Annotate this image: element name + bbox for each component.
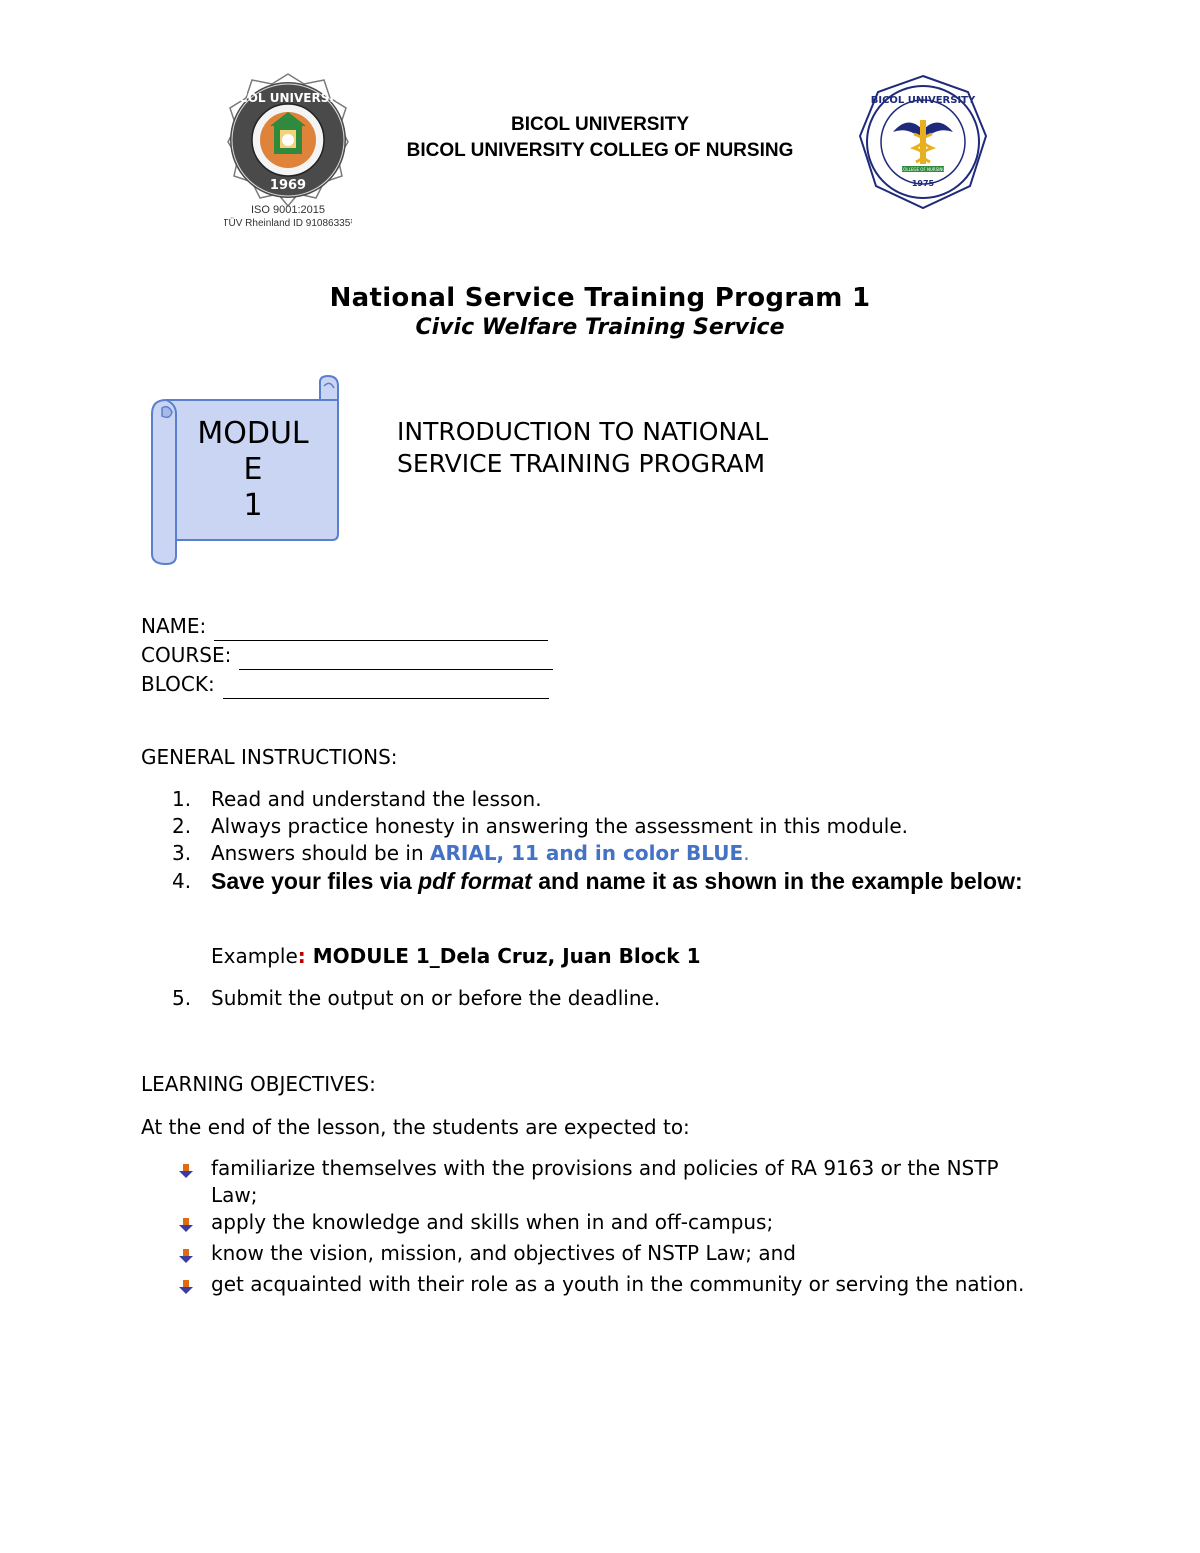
instruction-text: Always practice honesty in answering the assessment in this module.	[211, 814, 908, 838]
student-info-fields	[141, 612, 553, 699]
instruction-text: Submit the output on or before the deadline.	[211, 986, 661, 1010]
objective-item-3	[178, 1240, 1038, 1271]
objective-text: apply the knowledge and skills when in and off-campus;	[211, 1210, 774, 1234]
module-title-line1: INTRODUCTION TO NATIONAL	[397, 417, 769, 446]
arrow-down-bullet-icon	[178, 1209, 211, 1240]
instruction-item-2	[172, 813, 1052, 840]
instruction-item-4	[172, 867, 1052, 896]
instruction-text-part: Save your files via	[211, 868, 419, 894]
right-logo-caption: COLLEGE OF NURSING	[900, 167, 946, 172]
instruction-text	[211, 867, 1052, 896]
university-header	[360, 112, 840, 164]
college-of-nursing-logo	[858, 74, 988, 210]
left-logo-ring-text: BICOL UNIVERSITY	[225, 91, 351, 105]
filename-example	[211, 942, 701, 970]
module-label-line1: MODUL	[197, 416, 309, 451]
objective-item-1	[178, 1155, 1038, 1209]
program-title: National Service Training Program 1	[329, 283, 871, 313]
block-blank-line[interactable]	[223, 678, 549, 699]
left-logo-year: 1969	[269, 178, 307, 193]
bicol-university-logo	[224, 72, 352, 232]
module-title	[397, 416, 957, 480]
general-instructions-heading: GENERAL INSTRUCTIONS:	[141, 745, 398, 769]
university-name: BICOL UNIVERSITY	[510, 114, 690, 135]
instruction-number: 3.	[172, 841, 192, 865]
name-label: NAME:	[141, 614, 207, 638]
objectives-list	[178, 1155, 1038, 1302]
pdf-format-emphasis: pdf format	[418, 868, 532, 894]
objective-text: get acquainted with their role as a youth in the community or serving the nation.	[211, 1272, 1025, 1296]
instruction-text: Read and understand the lesson.	[211, 787, 542, 811]
instruction-number: 5.	[172, 986, 192, 1010]
module-title-line2: SERVICE TRAINING PROGRAM	[397, 449, 766, 478]
objective-item-2	[178, 1209, 1038, 1240]
font-requirement-highlight: ARIAL, 11 and in color BLUE	[430, 841, 744, 865]
instruction-text-part: Answers should be in	[211, 841, 431, 865]
bicol-university-seal-icon	[224, 72, 352, 232]
instructions-list	[172, 786, 1052, 896]
instruction-number: 4.	[172, 869, 192, 893]
course-label: COURSE:	[141, 643, 232, 667]
objectives-intro: At the end of the lesson, the students are expected to:	[141, 1115, 690, 1139]
name-blank-line[interactable]	[214, 620, 548, 641]
module-label	[178, 416, 328, 524]
instruction-text-part: and name it as shown in the example below:	[531, 868, 1023, 894]
college-name: BICOL UNIVERSITY COLLEG OF NURSING	[406, 140, 794, 161]
example-filename: MODULE 1_Dela Cruz, Juan Block 1	[305, 944, 701, 968]
instruction-number: 1.	[172, 787, 192, 811]
instruction-text	[211, 840, 1052, 867]
right-logo-year: 1975	[911, 179, 935, 188]
example-colon: :	[297, 944, 306, 968]
instruction-item-5	[172, 985, 1052, 1012]
instruction-number: 2.	[172, 814, 192, 838]
college-of-nursing-seal-icon	[858, 74, 988, 210]
objective-item-4	[178, 1271, 1038, 1302]
left-logo-iso-line2: TÜV Rheinland ID 91086335¹	[224, 218, 352, 229]
learning-objectives-heading: LEARNING OBJECTIVES:	[141, 1072, 376, 1096]
arrow-down-bullet-icon	[178, 1155, 211, 1209]
course-blank-line[interactable]	[239, 649, 553, 670]
arrow-down-bullet-icon	[178, 1271, 211, 1302]
name-field-row	[141, 612, 553, 641]
instruction-item-3	[172, 840, 1052, 867]
instruction-text-part: .	[743, 841, 750, 865]
program-subtitle: Civic Welfare Training Service	[415, 315, 785, 340]
module-label-line2: E	[243, 452, 263, 487]
example-label: Example	[211, 944, 298, 968]
left-logo-iso-line1: ISO 9001:2015	[250, 204, 326, 216]
arrow-down-bullet-icon	[178, 1240, 211, 1271]
module-label-line3: 1	[243, 488, 263, 523]
instruction-item-1	[172, 786, 1052, 813]
objective-text: familiarize themselves with the provisions and policies of RA 9163 or the NSTP Law;	[211, 1156, 999, 1207]
course-field-row	[141, 641, 553, 670]
block-field-row	[141, 670, 553, 699]
right-logo-ring-text: BICOL UNIVERSITY	[870, 95, 976, 106]
block-label: BLOCK:	[141, 672, 215, 696]
objective-text: know the vision, mission, and objectives of NSTP Law; and	[211, 1241, 796, 1265]
